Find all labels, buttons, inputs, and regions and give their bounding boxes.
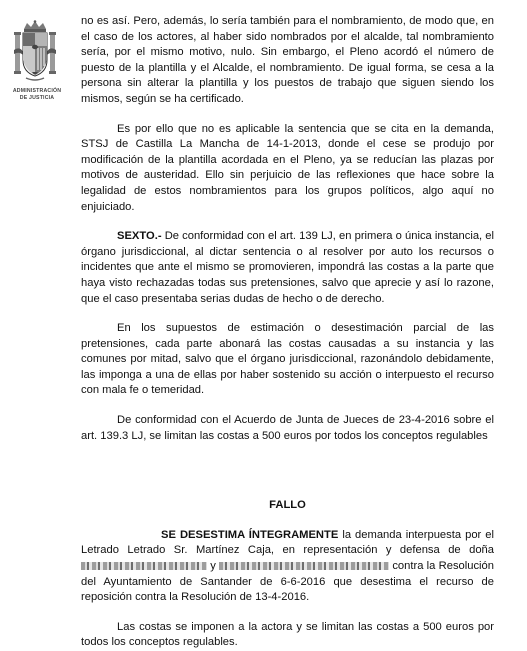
sexto-body: De conformidad con el art. 139 LJ, en primera o única instancia, el órgano jurisdiccional, al dictar sentencia o al resolver por auto los recursos o incidentes que ante el mismo se promovieren, impondrá las costas a la parte que haya visto rechazadas todas sus pretensiones, salvo que aprecie y así lo razone, que el caso presentaba serias dudas de hecho o de derecho. xyxy=(81,230,494,305)
document-body xyxy=(81,14,494,651)
fallo-ruling: SE DESESTIMA ÍNTEGRAMENTE xyxy=(161,528,339,541)
paragraph-sexto xyxy=(81,229,494,307)
paragraph-continuation: no es así. Pero, además, lo sería también para el nombramiento, de modo que, en el caso de los actores, al haber sido nombrados por el alcalde, tal nombramiento sería, por el mismo motivo, nulo. Sin embargo, el Pleno acordó el número de puesto de la plantilla y el Alcalde, el nombramiento. De igual forma, se cesa a la persona sin alterar la plantilla y los puestos de trabajo que siguen siendo los mismos, según se ha certificado. xyxy=(81,15,494,105)
admin-label-line2: DE JUSTICIA xyxy=(19,95,55,101)
paragraph-costs-agreement: De conformidad con el Acuerdo de Junta de Jueces de 23-4-2016 sobre el art. 139.3 LJ, se limitan las costas a 500 euros por todos los conceptos regulables xyxy=(81,414,494,442)
fallo-heading: FALLO xyxy=(269,499,306,512)
paragraph-fallo xyxy=(81,528,494,606)
redacted-name-2 xyxy=(219,562,389,570)
coat-of-arms-icon xyxy=(14,20,56,82)
paragraph-partial-estimation: En los supuestos de estimación o desestimación parcial de las pretensiones, cada parte abonará las costas causadas a su instancia y las comunes por mitad, salvo que el órgano jurisdiccional, razonándolo debidamente, las imponga a una de ellas por haber sostenido su acción o interpuesto el recurso con mala fe o temeridad. xyxy=(81,322,494,397)
fallo-and: y xyxy=(207,560,220,573)
fallo-text-part1: la demanda interpuesta por el Letrado Letrado Sr. Martínez Caja, en representación y defensa de doña xyxy=(81,528,494,557)
sidebar xyxy=(0,0,78,644)
paragraph-stsj-reference: Es por ello que no es aplicable la sentencia que se cita en la demanda, STSJ de Castilla La Mancha de 14-1-2013, donde el cese se produjo por modificación de la plantilla acordada en el Pleno, ya se reducían las plazas por motivos de austeridad. Ello sin perjuicio de las reflexiones que hace sobre la legalidad de estos nombramientos para los grupos políticos, algo aquí no enjuiciado. xyxy=(81,122,494,213)
redacted-name-1 xyxy=(81,562,207,570)
paragraph-costs-imposed: Las costas se imponen a la actora y se limitan las costas a 500 euros por todos los conceptos regulables. xyxy=(81,620,494,649)
fallo-text-part2: contra la Resolución del Ayuntamiento de Santander de 6-6-2016 que desestima el recurso de reposición contra la Resolución de 13-4-2016. xyxy=(81,560,494,604)
sexto-heading: SEXTO.- xyxy=(117,230,162,243)
administration-label xyxy=(4,88,70,102)
admin-label-line1: ADMINISTRACIÓN xyxy=(12,88,62,94)
